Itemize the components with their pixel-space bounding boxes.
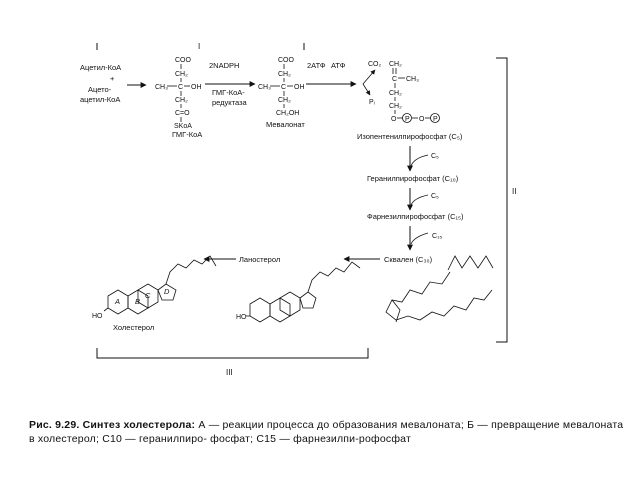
mev-ch3: CH₃ (258, 84, 271, 91)
ipp-p-2: P (433, 116, 438, 123)
ipp-name: Изопентенилпирофосфат (С₅) (357, 132, 463, 141)
caption-lead: Рис. 9.29. Синтез холестерола: (29, 419, 196, 431)
mev-ch2-mid: CH₂ (278, 97, 291, 104)
c5-addition-1-curve (411, 155, 428, 166)
geranyl-label: Геранилпирофосфат (С₁₀) (367, 174, 459, 183)
ipp-o-2: O (419, 116, 425, 123)
atp-label: АТФ (331, 61, 346, 70)
hmg-ch2-top: CH₂ (175, 71, 188, 78)
lanosterol-ring-d (300, 292, 316, 308)
stage-1-label: I (198, 42, 201, 51)
ring-d-label: D (164, 287, 170, 296)
ipp-ch2-b: CH₂ (389, 103, 402, 110)
reductase-label-2: редуктаза (212, 98, 247, 107)
cholesterol-name: Холестерол (113, 323, 155, 332)
hmg-skoa: SKoA (174, 123, 192, 130)
ipp-p-1: P (405, 116, 410, 123)
c5-addition-1-label: С₅ (431, 153, 439, 160)
ring-c-label: C (145, 291, 151, 300)
stage-3-bracket (97, 348, 368, 358)
co2-release-line (363, 70, 375, 84)
hmg-coo-group: COO (175, 57, 191, 64)
ipp-ch2-a: CH₂ (389, 90, 402, 97)
mev-c-center: C (281, 84, 287, 91)
ipp-c: C (392, 76, 398, 83)
nadph-label: 2NADPH (209, 61, 240, 70)
mev-ch2-top: CH₂ (278, 71, 291, 78)
squalene-label: Сквален (С₃₀) (384, 255, 433, 264)
squalene-upper-chain (448, 256, 493, 270)
c15-addition-curve (411, 233, 428, 244)
hmg-ch3: CH₃ (155, 84, 168, 91)
stage-2-bracket (496, 58, 507, 342)
ipp-ch3: CH₃ (406, 76, 419, 83)
ring-a-label: A (115, 297, 121, 306)
hmg-c-center: C (178, 84, 184, 91)
atp-2-label: 2АТФ (307, 61, 326, 70)
c15-addition-label: С₁₅ (432, 233, 443, 240)
acetoacetyl-label-2: ацетил-КоА (80, 95, 121, 104)
pi-label: Pᵢ (369, 99, 375, 106)
acetyl-coa-label: Ацетил-КоА (80, 63, 122, 72)
c5-addition-2-curve (411, 195, 428, 205)
stage-2-label: II (512, 187, 517, 196)
plus-sign: + (110, 74, 115, 83)
co2-label: CO₂ (368, 61, 382, 68)
mev-coo-group: COO (278, 57, 294, 64)
cholesterol-side-chain (166, 256, 216, 284)
lanosterol-label: Ланостерол (239, 255, 281, 264)
figure-caption (29, 418, 629, 446)
mev-oh: OH (294, 84, 305, 91)
caption-body: А — реакции процесса до образования мевалоната; Б — превращение мевалоната в холестерол; С10 — геранилпиро- фосфат; С15 — фарнезилпи-рофосфат (29, 419, 624, 445)
cholesterol-oh: HO (92, 313, 103, 320)
ring-b-label: B (135, 297, 141, 306)
squalene-folded-chain (386, 272, 492, 320)
cholesterol-oh-bond (104, 308, 108, 311)
lanosterol-side-chain (308, 262, 360, 292)
mev-ch2oh: CH₂OH (276, 110, 300, 117)
farnesyl-label: Фарнезилпирофосфат (С₁₅) (367, 212, 464, 221)
hmg-coa-name: ГМГ-КоА (172, 130, 203, 139)
mevalonate-name: Мевалонат (266, 120, 305, 129)
c5-addition-2-label: С₅ (431, 193, 439, 200)
hmg-oh: OH (191, 84, 202, 91)
lanosterol-oh: HO (236, 314, 247, 321)
stage-3-label: III (226, 368, 233, 377)
pi-release-line (363, 84, 370, 95)
ipp-ch2-top: CH₂ (389, 61, 402, 68)
lanosterol-ring-a (250, 298, 270, 322)
reductase-label-1: ГМГ-КоА- (212, 88, 245, 97)
hmg-ch2-bottom: CH₂ (175, 97, 188, 104)
acetoacetyl-label-1: Ацето- (88, 85, 112, 94)
hmg-carbonyl: C=O (175, 110, 190, 117)
ipp-o-1: O (391, 116, 397, 123)
